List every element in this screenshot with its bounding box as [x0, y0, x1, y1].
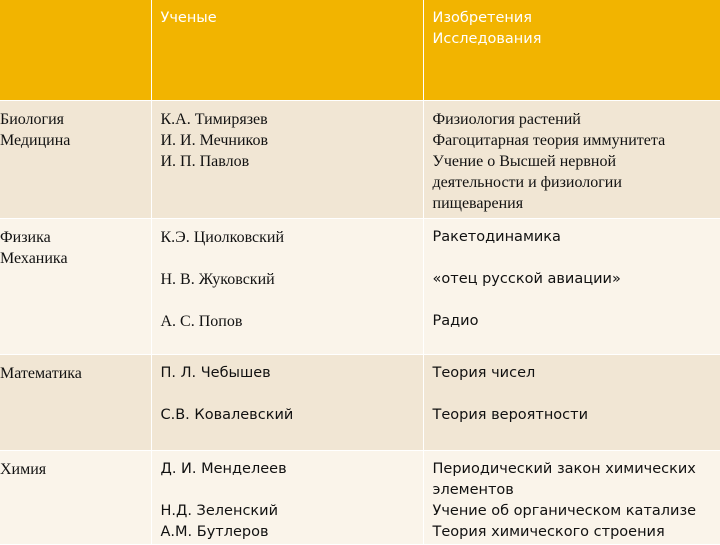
header-works-label-2: Исследования: [432, 31, 542, 47]
scientist-name: А.М. Бутлеров: [160, 524, 269, 540]
header-cell-works: [423, 0, 720, 101]
work-title: Фагоцитарная теория иммунитета: [432, 132, 666, 149]
scientists-cell: [151, 451, 423, 545]
category-label: Механика: [0, 250, 68, 267]
scientist-name: К.А. Тимирязев: [160, 111, 268, 128]
work-title: деятельности и физиологии: [432, 174, 622, 191]
category-label: Химия: [0, 461, 47, 478]
scientist-name: П. Л. Чебышев: [160, 365, 271, 381]
works-cell: [423, 101, 720, 219]
work-title: Теория вероятности: [432, 407, 589, 423]
category-cell: [0, 451, 151, 545]
work-title: Физиология растений: [432, 111, 581, 128]
table-header-row: [0, 0, 720, 101]
category-cell: [0, 355, 151, 451]
work-title: Ракетодинамика: [432, 229, 561, 245]
category-cell: [0, 101, 151, 219]
work-title: «отец русской авиации»: [432, 271, 621, 287]
table-row: [0, 355, 720, 451]
scientists-cell: [151, 355, 423, 451]
header-scientists-label: Ученые: [160, 10, 217, 26]
work-title: Радио: [432, 313, 479, 329]
scientists-cell: [151, 101, 423, 219]
scientist-name: И. И. Мечников: [160, 132, 269, 149]
table-row: [0, 219, 720, 355]
scientist-name: К.Э. Циолковский: [160, 229, 285, 246]
category-cell: [0, 219, 151, 355]
scientist-name: А. С. Попов: [160, 313, 243, 330]
category-label: Математика: [0, 365, 82, 382]
work-title: Периодический закон химических: [432, 461, 696, 477]
work-title: элементов: [432, 482, 514, 498]
work-title: пищеварения: [432, 195, 524, 212]
header-cell-scientists: [151, 0, 423, 101]
header-works-label-1: Изобретения: [432, 10, 532, 26]
table-row: [0, 451, 720, 545]
work-title: Учение об органическом катализе: [432, 503, 697, 519]
scientist-name: И. П. Павлов: [160, 153, 250, 170]
header-cell-category: [0, 0, 151, 101]
category-label: Биология: [0, 111, 65, 128]
scientist-name: С.В. Ковалевский: [160, 407, 294, 423]
works-cell: [423, 219, 720, 355]
category-label: Медицина: [0, 132, 71, 149]
works-cell: [423, 355, 720, 451]
work-title: Учение о Высшей нервной: [432, 153, 617, 170]
table-row: [0, 101, 720, 219]
scientist-name: Н. В. Жуковский: [160, 271, 275, 288]
category-label: Физика: [0, 229, 51, 246]
work-title: Теория чисел: [432, 365, 536, 381]
works-cell: [423, 451, 720, 545]
scientist-name: Д. И. Менделеев: [160, 461, 287, 477]
scientist-name: Н.Д. Зеленский: [160, 503, 279, 519]
work-title: Теория химического строения: [432, 524, 665, 540]
scientists-cell: [151, 219, 423, 355]
